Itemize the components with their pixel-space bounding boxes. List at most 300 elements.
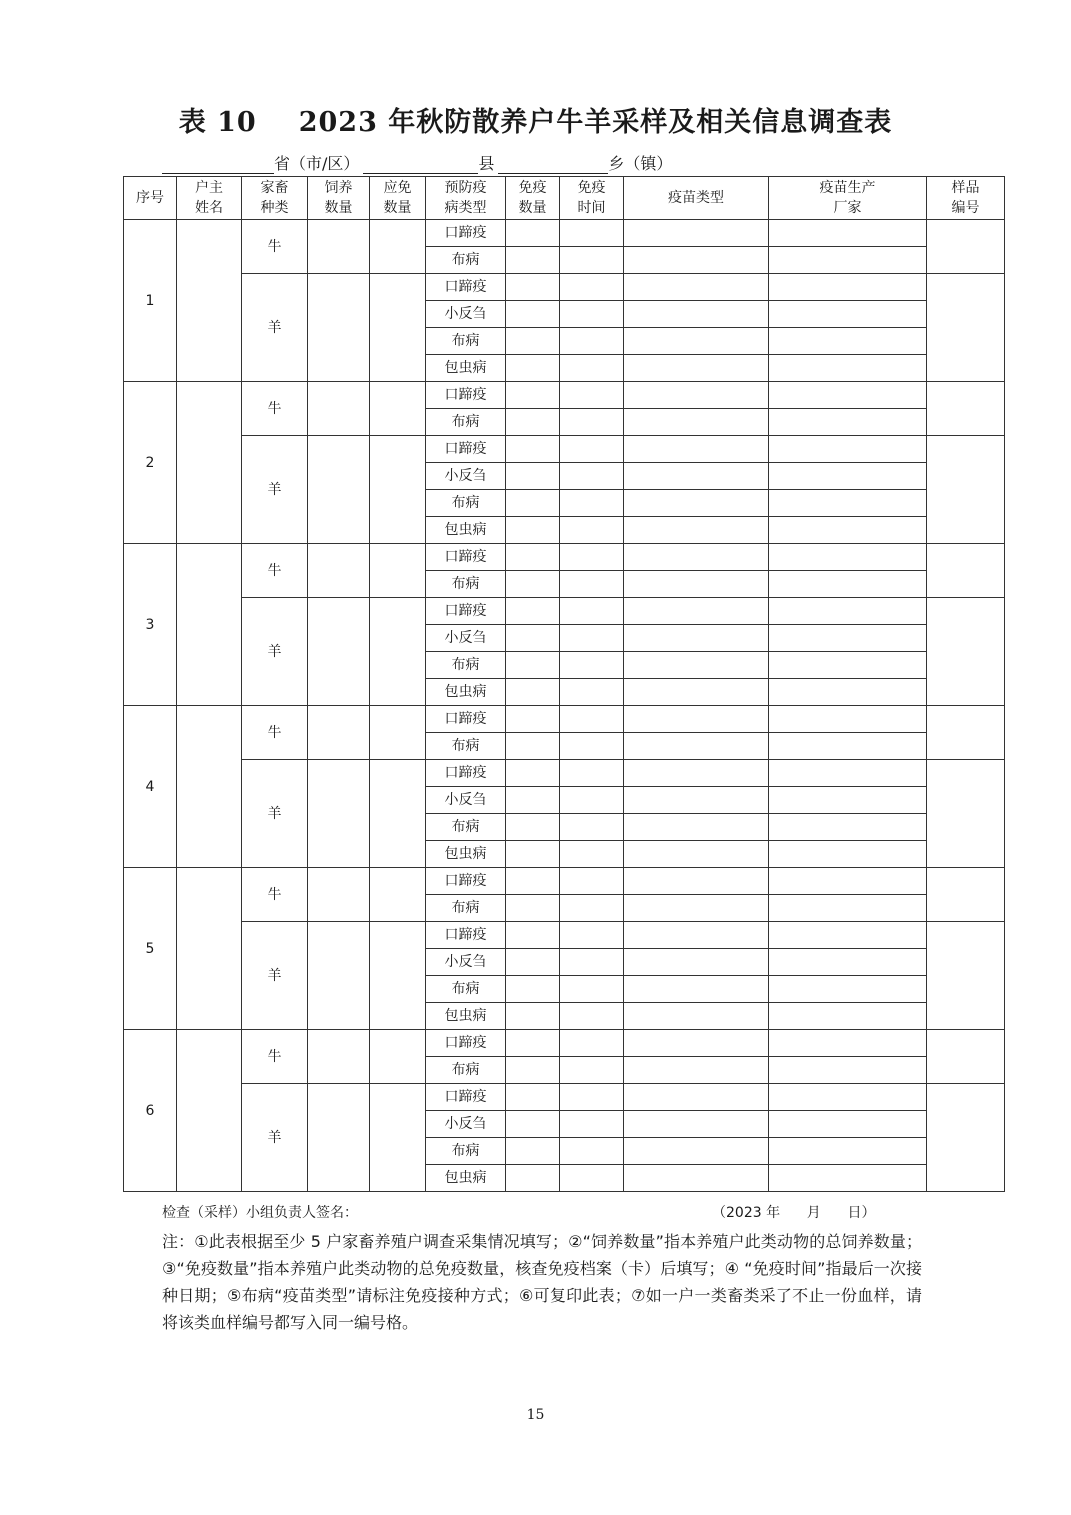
owner-name-cell[interactable] (177, 220, 242, 382)
column-header-text: 疫苗类型 (668, 190, 724, 206)
due-vaccination-cell[interactable] (370, 598, 426, 706)
household-number: 2 (124, 382, 177, 544)
sample-id-cell[interactable] (927, 760, 1005, 868)
signature-label: 检查（采样）小组负责人签名： (162, 1205, 358, 1221)
column-header-text: 时间 (577, 200, 606, 216)
disease-cell: 口蹄疫 (426, 760, 506, 787)
disease-cell: 小反刍 (426, 463, 506, 490)
table-title: 2023 年秋防散养户牛羊采样及相关信息调查表 (298, 107, 893, 138)
herd-size-cell[interactable] (308, 706, 370, 760)
column-header (370, 177, 426, 220)
manufacturer-cell[interactable] (769, 1003, 927, 1030)
disease-cell: 小反刍 (426, 787, 506, 814)
table-row (124, 922, 1005, 949)
vaccinated-count-cell[interactable] (506, 949, 560, 976)
column-header-text: 免疫 (518, 180, 547, 196)
manufacturer-cell[interactable] (769, 733, 927, 760)
vaccinated-count-cell[interactable] (506, 733, 560, 760)
header-row (124, 177, 1005, 220)
town-label: 乡（镇） (608, 154, 673, 173)
table-row (124, 544, 1005, 571)
column-header-text: 家畜 (260, 180, 289, 196)
manufacturer-cell[interactable] (769, 409, 927, 436)
due-vaccination-cell[interactable] (370, 706, 426, 760)
table-row (124, 1084, 1005, 1111)
table-row (124, 868, 1005, 895)
table-row (124, 1030, 1005, 1057)
disease-cell: 口蹄疫 (426, 220, 506, 247)
table-row (124, 382, 1005, 409)
disease-cell: 小反刍 (426, 301, 506, 328)
manufacturer-cell[interactable] (769, 841, 927, 868)
table-number: 表 10 (178, 107, 257, 138)
herd-size-cell[interactable] (308, 1084, 370, 1192)
column-header-text: 编号 (951, 200, 980, 216)
vaccinated-count-cell[interactable] (506, 598, 560, 625)
vaccination-date-cell[interactable] (560, 301, 624, 328)
province-blank[interactable] (162, 153, 274, 174)
manufacturer-cell[interactable] (769, 976, 927, 1003)
manufacturer-cell[interactable] (769, 355, 927, 382)
species-cell: 羊 (242, 598, 308, 706)
owner-name-cell[interactable] (177, 544, 242, 706)
vaccination-date-cell[interactable] (560, 652, 624, 679)
vaccine-type-cell[interactable] (624, 355, 769, 382)
vaccinated-count-cell[interactable] (506, 706, 560, 733)
disease-cell: 小反刍 (426, 625, 506, 652)
manufacturer-cell[interactable] (769, 949, 927, 976)
manufacturer-cell[interactable] (769, 814, 927, 841)
due-vaccination-cell[interactable] (370, 868, 426, 922)
vaccine-type-cell[interactable] (624, 652, 769, 679)
vaccine-type-cell[interactable] (624, 1003, 769, 1030)
vaccine-type-cell[interactable] (624, 247, 769, 274)
vaccinated-count-cell[interactable] (506, 220, 560, 247)
vaccine-type-cell[interactable] (624, 1084, 769, 1111)
table-row (124, 436, 1005, 463)
vaccination-date-cell[interactable] (560, 544, 624, 571)
manufacturer-cell[interactable] (769, 328, 927, 355)
vaccinated-count-cell[interactable] (506, 382, 560, 409)
disease-cell: 布病 (426, 247, 506, 274)
vaccine-type-cell[interactable] (624, 733, 769, 760)
herd-size-cell[interactable] (308, 382, 370, 436)
vaccine-type-cell[interactable] (624, 1111, 769, 1138)
manufacturer-cell[interactable] (769, 571, 927, 598)
vaccinated-count-cell[interactable] (506, 976, 560, 1003)
vaccine-type-cell[interactable] (624, 895, 769, 922)
herd-size-cell[interactable] (308, 922, 370, 1030)
page-number: 15 (526, 1407, 545, 1423)
vaccinated-count-cell[interactable] (506, 760, 560, 787)
species-cell: 牛 (242, 382, 308, 436)
vaccination-date-cell[interactable] (560, 436, 624, 463)
vaccinated-count-cell[interactable] (506, 1111, 560, 1138)
manufacturer-cell[interactable] (769, 1084, 927, 1111)
column-header (308, 177, 370, 220)
owner-name-cell[interactable] (177, 1030, 242, 1192)
disease-cell: 布病 (426, 814, 506, 841)
vaccinated-count-cell[interactable] (506, 328, 560, 355)
vaccine-type-cell[interactable] (624, 1030, 769, 1057)
herd-size-cell[interactable] (308, 274, 370, 382)
vaccination-date-cell[interactable] (560, 220, 624, 247)
sample-id-cell[interactable] (927, 706, 1005, 760)
manufacturer-cell[interactable] (769, 220, 927, 247)
disease-cell: 布病 (426, 1138, 506, 1165)
vaccinated-count-cell[interactable] (506, 652, 560, 679)
town-blank[interactable] (498, 153, 608, 174)
species-cell: 牛 (242, 706, 308, 760)
column-header (242, 177, 308, 220)
table-row (124, 598, 1005, 625)
disease-cell: 包虫病 (426, 841, 506, 868)
manufacturer-cell[interactable] (769, 895, 927, 922)
vaccination-date-cell[interactable] (560, 976, 624, 1003)
vaccination-date-cell[interactable] (560, 679, 624, 706)
manufacturer-cell[interactable] (769, 1165, 927, 1192)
vaccination-date-cell[interactable] (560, 922, 624, 949)
table-row (124, 274, 1005, 301)
vaccine-type-cell[interactable] (624, 868, 769, 895)
due-vaccination-cell[interactable] (370, 382, 426, 436)
due-vaccination-cell[interactable] (370, 1084, 426, 1192)
manufacturer-cell[interactable] (769, 301, 927, 328)
vaccination-date-cell[interactable] (560, 787, 624, 814)
household-number: 5 (124, 868, 177, 1030)
column-header-text: 数量 (324, 200, 353, 216)
vaccination-date-cell[interactable] (560, 247, 624, 274)
manufacturer-cell[interactable] (769, 652, 927, 679)
sample-id-cell[interactable] (927, 1084, 1005, 1192)
manufacturer-cell[interactable] (769, 760, 927, 787)
disease-cell: 布病 (426, 733, 506, 760)
vaccine-type-cell[interactable] (624, 490, 769, 517)
vaccine-type-cell[interactable] (624, 220, 769, 247)
vaccinated-count-cell[interactable] (506, 1003, 560, 1030)
disease-cell: 布病 (426, 976, 506, 1003)
due-vaccination-cell[interactable] (370, 1030, 426, 1084)
vaccination-date-cell[interactable] (560, 895, 624, 922)
column-header (624, 177, 769, 220)
survey-table (123, 176, 1005, 1192)
sample-id-cell[interactable] (927, 544, 1005, 598)
vaccine-type-cell[interactable] (624, 1057, 769, 1084)
signature-line (162, 1202, 882, 1222)
disease-cell: 口蹄疫 (426, 1030, 506, 1057)
vaccine-type-cell[interactable] (624, 922, 769, 949)
vaccination-date-cell[interactable] (560, 382, 624, 409)
owner-name-cell[interactable] (177, 706, 242, 868)
vaccinated-count-cell[interactable] (506, 625, 560, 652)
manufacturer-cell[interactable] (769, 382, 927, 409)
disease-cell: 口蹄疫 (426, 274, 506, 301)
due-vaccination-cell[interactable] (370, 922, 426, 1030)
vaccine-type-cell[interactable] (624, 976, 769, 1003)
vaccinated-count-cell[interactable] (506, 1057, 560, 1084)
column-header-text: 种类 (260, 200, 289, 216)
vaccine-type-cell[interactable] (624, 301, 769, 328)
vaccination-date-cell[interactable] (560, 949, 624, 976)
column-header (769, 177, 927, 220)
vaccine-type-cell[interactable] (624, 436, 769, 463)
vaccine-type-cell[interactable] (624, 760, 769, 787)
notes: 注：①此表根据至少 5 户家畜养殖户调查采集情况填写；②“饲养数量”指本养殖户此类动物的总饲养数量；③“免疫数量”指本养殖户此类动物的总免疫数量，核查免疫档案（卡）后填写；④ “免疫时间”指最后一次接种日期；⑤布病“疫苗类型”请标注免疫接种方式；⑥可复印此表；⑦如一户一类畜类采了不止一份血样，请将该类血样编号都写入同一编号格。 (162, 1232, 922, 1332)
species-cell: 牛 (242, 220, 308, 274)
vaccination-date-cell[interactable] (560, 409, 624, 436)
disease-cell: 包虫病 (426, 679, 506, 706)
disease-cell: 口蹄疫 (426, 544, 506, 571)
column-header (177, 177, 242, 220)
column-header-text: 姓名 (195, 200, 223, 216)
vaccinated-count-cell[interactable] (506, 868, 560, 895)
column-header (124, 177, 177, 220)
vaccination-date-cell[interactable] (560, 1003, 624, 1030)
vaccine-type-cell[interactable] (624, 517, 769, 544)
vaccine-type-cell[interactable] (624, 571, 769, 598)
vaccine-type-cell[interactable] (624, 382, 769, 409)
vaccination-date-cell[interactable] (560, 625, 624, 652)
sample-id-cell[interactable] (927, 436, 1005, 544)
manufacturer-cell[interactable] (769, 1057, 927, 1084)
sample-id-cell[interactable] (927, 922, 1005, 1030)
page-title (0, 100, 1071, 139)
herd-size-cell[interactable] (308, 436, 370, 544)
species-cell: 牛 (242, 544, 308, 598)
disease-cell: 布病 (426, 652, 506, 679)
vaccination-date-cell[interactable] (560, 1138, 624, 1165)
disease-cell: 布病 (426, 490, 506, 517)
species-cell: 羊 (242, 274, 308, 382)
manufacturer-cell[interactable] (769, 1138, 927, 1165)
species-cell: 牛 (242, 868, 308, 922)
vaccination-date-cell[interactable] (560, 1057, 624, 1084)
vaccine-type-cell[interactable] (624, 841, 769, 868)
county-blank[interactable] (363, 153, 478, 174)
species-cell: 羊 (242, 760, 308, 868)
column-header-text: 户主 (195, 180, 223, 196)
column-header (927, 177, 1005, 220)
disease-cell: 布病 (426, 1057, 506, 1084)
herd-size-cell[interactable] (308, 544, 370, 598)
vaccination-date-cell[interactable] (560, 598, 624, 625)
species-cell: 羊 (242, 1084, 308, 1192)
due-vaccination-cell[interactable] (370, 760, 426, 868)
vaccination-date-cell[interactable] (560, 1084, 624, 1111)
due-vaccination-cell[interactable] (370, 274, 426, 382)
vaccine-type-cell[interactable] (624, 625, 769, 652)
vaccinated-count-cell[interactable] (506, 436, 560, 463)
disease-cell: 布病 (426, 409, 506, 436)
due-vaccination-cell[interactable] (370, 220, 426, 274)
disease-cell: 包虫病 (426, 355, 506, 382)
disease-cell: 布病 (426, 571, 506, 598)
species-cell: 牛 (242, 1030, 308, 1084)
vaccination-date-cell[interactable] (560, 571, 624, 598)
vaccine-type-cell[interactable] (624, 814, 769, 841)
vaccinated-count-cell[interactable] (506, 841, 560, 868)
vaccination-date-cell[interactable] (560, 355, 624, 382)
vaccinated-count-cell[interactable] (506, 274, 560, 301)
manufacturer-cell[interactable] (769, 247, 927, 274)
column-header-text: 疫苗生产 (819, 180, 876, 196)
disease-cell: 口蹄疫 (426, 868, 506, 895)
table-row (124, 220, 1005, 247)
sample-id-cell[interactable] (927, 1030, 1005, 1084)
disease-cell: 口蹄疫 (426, 706, 506, 733)
herd-size-cell[interactable] (308, 760, 370, 868)
column-header-text: 数量 (383, 200, 412, 216)
vaccination-date-cell[interactable] (560, 733, 624, 760)
vaccination-date-cell[interactable] (560, 1111, 624, 1138)
due-vaccination-cell[interactable] (370, 436, 426, 544)
vaccine-type-cell[interactable] (624, 679, 769, 706)
herd-size-cell[interactable] (308, 868, 370, 922)
manufacturer-cell[interactable] (769, 598, 927, 625)
location-line (162, 150, 672, 174)
species-cell: 羊 (242, 436, 308, 544)
herd-size-cell[interactable] (308, 220, 370, 274)
household-number: 1 (124, 220, 177, 382)
disease-cell: 布病 (426, 328, 506, 355)
vaccinated-count-cell[interactable] (506, 247, 560, 274)
column-header-text: 预防疫 (444, 180, 487, 196)
vaccination-date-cell[interactable] (560, 868, 624, 895)
vaccinated-count-cell[interactable] (506, 490, 560, 517)
column-header-text: 厂家 (833, 200, 862, 216)
vaccinated-count-cell[interactable] (506, 301, 560, 328)
vaccine-type-cell[interactable] (624, 1138, 769, 1165)
column-header (506, 177, 560, 220)
sample-id-cell[interactable] (927, 598, 1005, 706)
manufacturer-cell[interactable] (769, 868, 927, 895)
disease-cell: 口蹄疫 (426, 1084, 506, 1111)
vaccine-type-cell[interactable] (624, 706, 769, 733)
vaccination-date-cell[interactable] (560, 841, 624, 868)
column-header (426, 177, 506, 220)
vaccine-type-cell[interactable] (624, 409, 769, 436)
vaccine-type-cell[interactable] (624, 544, 769, 571)
disease-cell: 布病 (426, 895, 506, 922)
vaccinated-count-cell[interactable] (506, 1030, 560, 1057)
disease-cell: 口蹄疫 (426, 598, 506, 625)
column-header-text: 病类型 (444, 200, 487, 216)
vaccination-date-cell[interactable] (560, 463, 624, 490)
manufacturer-cell[interactable] (769, 625, 927, 652)
manufacturer-cell[interactable] (769, 490, 927, 517)
vaccinated-count-cell[interactable] (506, 922, 560, 949)
vaccinated-count-cell[interactable] (506, 1138, 560, 1165)
vaccination-date-cell[interactable] (560, 517, 624, 544)
vaccinated-count-cell[interactable] (506, 517, 560, 544)
vaccinated-count-cell[interactable] (506, 1084, 560, 1111)
sample-id-cell[interactable] (927, 274, 1005, 382)
vaccination-date-cell[interactable] (560, 814, 624, 841)
manufacturer-cell[interactable] (769, 463, 927, 490)
column-header (560, 177, 624, 220)
vaccinated-count-cell[interactable] (506, 409, 560, 436)
disease-cell: 包虫病 (426, 517, 506, 544)
vaccine-type-cell[interactable] (624, 328, 769, 355)
herd-size-cell[interactable] (308, 1030, 370, 1084)
household-number: 6 (124, 1030, 177, 1192)
vaccine-type-cell[interactable] (624, 274, 769, 301)
vaccinated-count-cell[interactable] (506, 679, 560, 706)
vaccination-date-cell[interactable] (560, 274, 624, 301)
sample-id-cell[interactable] (927, 220, 1005, 274)
species-cell: 羊 (242, 922, 308, 1030)
disease-cell: 口蹄疫 (426, 922, 506, 949)
disease-cell: 小反刍 (426, 1111, 506, 1138)
disease-cell: 包虫病 (426, 1003, 506, 1030)
vaccinated-count-cell[interactable] (506, 544, 560, 571)
manufacturer-cell[interactable] (769, 1030, 927, 1057)
manufacturer-cell[interactable] (769, 922, 927, 949)
vaccinated-count-cell[interactable] (506, 814, 560, 841)
column-header-text: 数量 (518, 200, 547, 216)
disease-cell: 口蹄疫 (426, 436, 506, 463)
county-label: 县 (478, 154, 495, 173)
vaccinated-count-cell[interactable] (506, 895, 560, 922)
vaccination-date-cell[interactable] (560, 760, 624, 787)
vaccine-type-cell[interactable] (624, 1165, 769, 1192)
column-header-text: 序号 (136, 190, 164, 206)
signature-date: （2023 年 月 日） (712, 1205, 876, 1221)
vaccinated-count-cell[interactable] (506, 355, 560, 382)
manufacturer-cell[interactable] (769, 436, 927, 463)
province-label: 省（市/区） (274, 154, 360, 173)
vaccinated-count-cell[interactable] (506, 571, 560, 598)
manufacturer-cell[interactable] (769, 787, 927, 814)
vaccine-type-cell[interactable] (624, 598, 769, 625)
vaccination-date-cell[interactable] (560, 1030, 624, 1057)
table-row (124, 706, 1005, 733)
vaccination-date-cell[interactable] (560, 328, 624, 355)
household-number: 3 (124, 544, 177, 706)
table-row (124, 760, 1005, 787)
vaccination-date-cell[interactable] (560, 1165, 624, 1192)
vaccine-type-cell[interactable] (624, 463, 769, 490)
manufacturer-cell[interactable] (769, 274, 927, 301)
owner-name-cell[interactable] (177, 868, 242, 1030)
vaccinated-count-cell[interactable] (506, 463, 560, 490)
owner-name-cell[interactable] (177, 382, 242, 544)
disease-cell: 包虫病 (426, 1165, 506, 1192)
due-vaccination-cell[interactable] (370, 544, 426, 598)
column-header-text: 样品 (951, 180, 980, 196)
vaccinated-count-cell[interactable] (506, 787, 560, 814)
vaccine-type-cell[interactable] (624, 949, 769, 976)
manufacturer-cell[interactable] (769, 544, 927, 571)
manufacturer-cell[interactable] (769, 679, 927, 706)
column-header-text: 饲养 (324, 180, 353, 196)
household-number: 4 (124, 706, 177, 868)
vaccination-date-cell[interactable] (560, 490, 624, 517)
vaccine-type-cell[interactable] (624, 787, 769, 814)
sample-id-cell[interactable] (927, 868, 1005, 922)
manufacturer-cell[interactable] (769, 1111, 927, 1138)
sample-id-cell[interactable] (927, 382, 1005, 436)
vaccinated-count-cell[interactable] (506, 1165, 560, 1192)
column-header-text: 免疫 (577, 180, 606, 196)
disease-cell: 口蹄疫 (426, 382, 506, 409)
manufacturer-cell[interactable] (769, 517, 927, 544)
disease-cell: 小反刍 (426, 949, 506, 976)
manufacturer-cell[interactable] (769, 706, 927, 733)
herd-size-cell[interactable] (308, 598, 370, 706)
vaccination-date-cell[interactable] (560, 706, 624, 733)
column-header-text: 应免 (383, 180, 412, 196)
